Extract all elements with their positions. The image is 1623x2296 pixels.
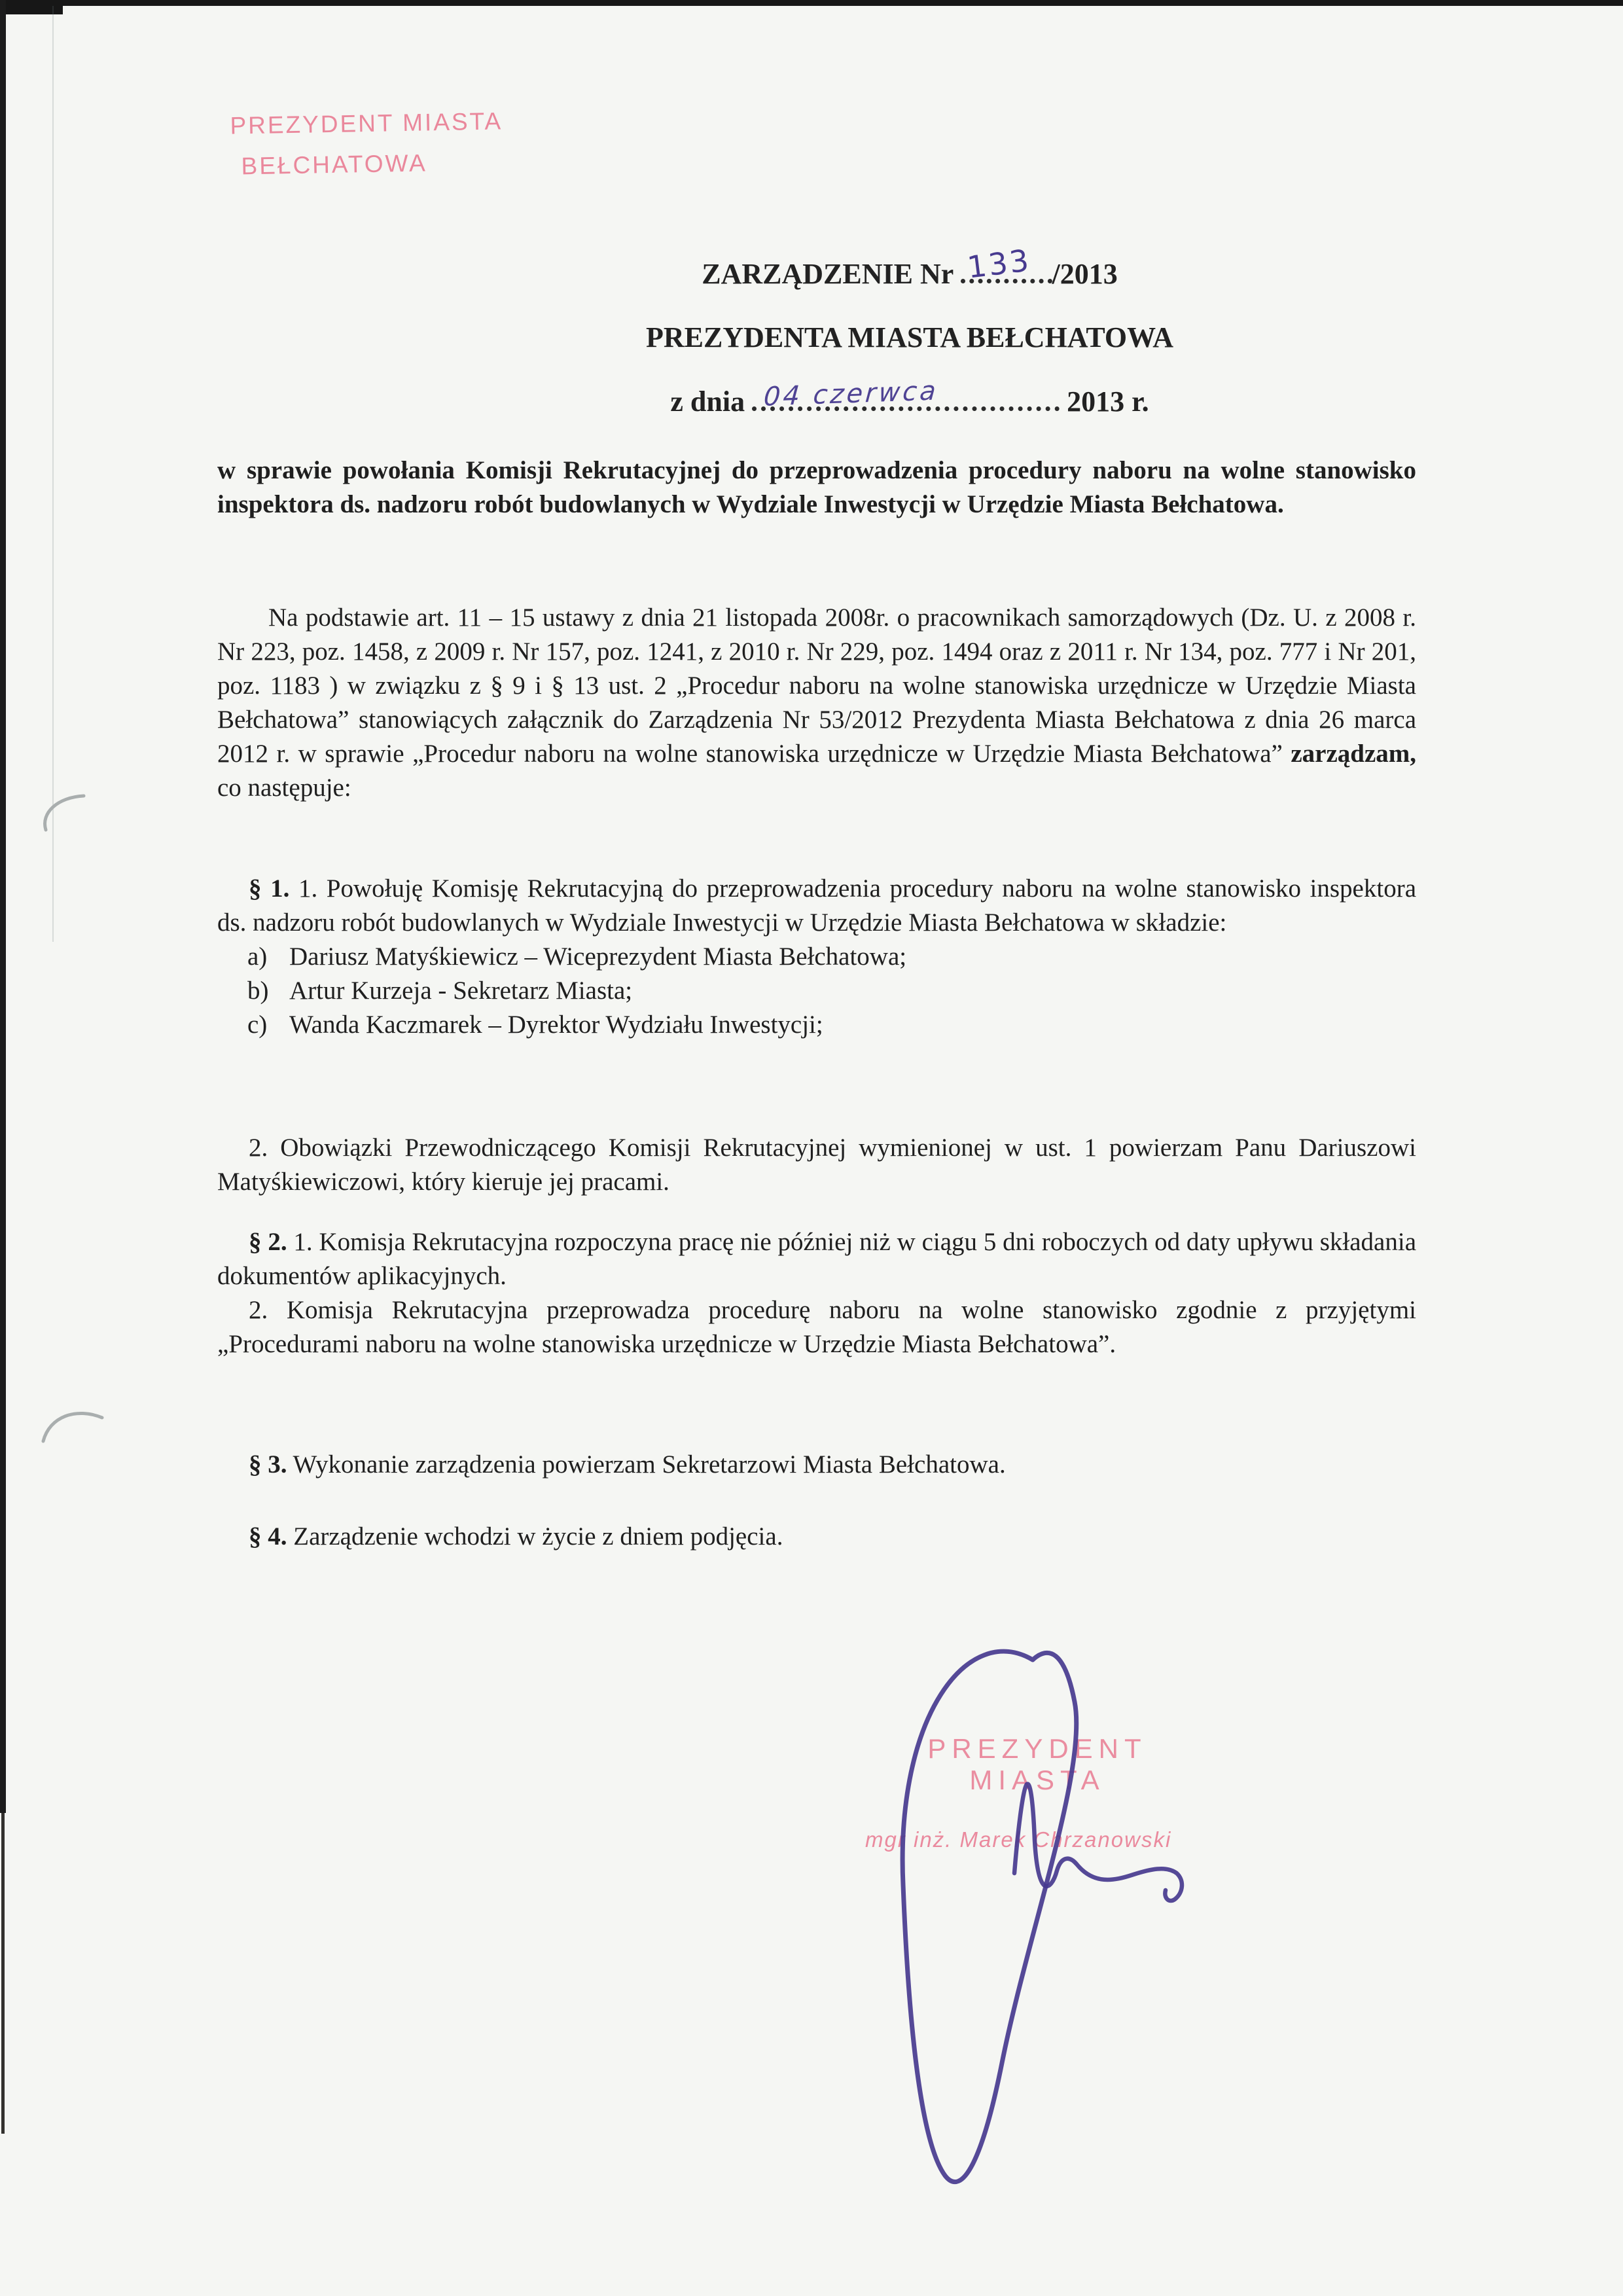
list-item-text: Dariusz Matyśkiewicz – Wiceprezydent Miasta Bełchatowa; xyxy=(289,942,907,971)
list-item xyxy=(247,1008,1416,1042)
date-dotted-line xyxy=(752,376,1060,412)
handwritten-ordinance-number: 133 xyxy=(965,242,1033,285)
legal-basis-paragraph xyxy=(217,601,1416,805)
office-header-stamp-line2: BEŁCHATOWA xyxy=(241,149,428,180)
section-3 xyxy=(217,1448,1416,1482)
signature-stamp-title: PREZYDENT MIASTA xyxy=(927,1733,1147,1795)
section-2-mark: § 2. xyxy=(249,1228,287,1256)
margin-pencil-mark xyxy=(26,784,92,836)
section-4-paragraph xyxy=(217,1520,1416,1554)
date-suffix: 2013 r. xyxy=(1067,386,1149,418)
section-3-text: Wykonanie zarządzenia powierzam Sekretarzowi Miasta Bełchatowa. xyxy=(287,1450,1006,1479)
title-line-date xyxy=(406,376,1414,418)
list-item xyxy=(247,940,1416,974)
section-2-paragraph-1 xyxy=(217,1225,1416,1293)
scan-edge-left-lower xyxy=(1,1813,5,2134)
title-prefix: ZARZĄDZENIE Nr xyxy=(702,258,954,290)
signature-stamp-name: mgr inż. Marek Chrzanowski xyxy=(865,1827,1172,1852)
list-item xyxy=(247,974,1416,1008)
section-1-text: 1. Powołuję Komisję Rekrutacyjną do przeprowadzenia procedury naboru na wolne stanowisko inspektora ds. nadzoru robót budowlanych w Wydziale Inwestycji w Urzędzie Miasta Bełchatowa w składzie: xyxy=(217,874,1416,937)
section-2-paragraph-2: 2. Komisja Rekrutacyjna przeprowadza procedurę naboru na wolne stanowisko zgodnie z przyjętymi „Procedurami naboru na wolne stanowiska urzędnicze w Urzędzie Miasta Bełchatowa”. xyxy=(217,1296,1416,1358)
section-3-mark: § 3. xyxy=(249,1450,287,1479)
commission-members-list xyxy=(217,940,1416,1042)
margin-pencil-mark xyxy=(38,1401,110,1453)
title-suffix: /2013 xyxy=(1052,258,1118,290)
list-item-label: a) xyxy=(247,942,268,971)
legal-basis-text: Na podstawie art. 11 – 15 ustawy z dnia 21 listopada 2008r. o pracownikach samorządowych (Dz. U. z 2008 r. Nr 223, poz. 1458, z 2009 r. Nr 157, poz. 1241, z 2010 r. Nr 229, poz. 1494 oraz z 2011 r. Nr 134, poz. 777 i Nr 201, poz. 1183 ) w związku z § 9 i § 13 ust. 2 „Procedur naboru na wolne stanowiska urzędnicze w Urzędzie Miasta Bełchatowa” stanowiących załącznik do Zarządzenia Nr 53/2012 Prezydenta Miasta Bełchatowa z dnia 26 marca 2012 r. w sprawie „Procedur naboru na wolne stanowiska urzędnicze w Urzędzie Miasta Bełchatowa” xyxy=(217,603,1416,768)
office-header-stamp xyxy=(230,101,504,187)
section-4 xyxy=(217,1520,1416,1554)
section-1-paragraph-2: 2. Obowiązki Przewodniczącego Komisji Rekrutacyjnej wymienionej w ust. 1 powierzam Panu Dariuszowi Matyśkiewiczowi, który kieruje jej pracami. xyxy=(217,1134,1416,1196)
title-line-number xyxy=(406,242,1414,291)
date-prefix: z dnia xyxy=(670,386,745,418)
scan-edge-left xyxy=(0,0,6,1813)
handwritten-date: 04 czerwca xyxy=(762,376,940,412)
section-3-paragraph xyxy=(217,1448,1416,1482)
scan-edge-top xyxy=(0,0,1623,6)
section-1-mark: § 1. xyxy=(249,874,290,903)
section-1-paragraph-1 xyxy=(217,872,1416,940)
list-item-text: Wanda Kaczmarek – Dyrektor Wydziału Inwestycji; xyxy=(289,1011,823,1039)
list-item-text: Artur Kurzeja - Sekretarz Miasta; xyxy=(289,977,633,1005)
number-dotted-line xyxy=(961,242,1052,285)
title-line-issuer: PREZYDENTA MIASTA BEŁCHATOWA xyxy=(645,321,1173,353)
legal-basis-tail: co następuje: xyxy=(217,774,351,802)
section-1 xyxy=(217,872,1416,1042)
section-2 xyxy=(217,1225,1416,1361)
document-title xyxy=(406,242,1414,448)
subject-paragraph: w sprawie powołania Komisji Rekrutacyjnej do przeprowadzenia procedury naboru na wolne stanowisko inspektora ds. nadzoru robót budowlanych w Wydziale Inwestycji w Urzędzie Miasta Bełchatowa. xyxy=(217,456,1416,518)
office-header-stamp-line1: PREZYDENT MIASTA xyxy=(230,107,503,139)
legal-basis-bold: zarządzam, xyxy=(1291,740,1416,768)
handwritten-signature xyxy=(818,1590,1374,2225)
section-4-mark: § 4. xyxy=(249,1522,287,1551)
section-4-text: Zarządzenie wchodzi w życie z dniem podjęcia. xyxy=(287,1522,783,1551)
list-item-label: c) xyxy=(247,1011,268,1039)
section-2-text-1: 1. Komisja Rekrutacyjna rozpoczyna pracę nie później niż w ciągu 5 dni roboczych od daty upływu składania dokumentów aplikacyjnych. xyxy=(217,1228,1416,1290)
list-item-label: b) xyxy=(247,977,269,1005)
